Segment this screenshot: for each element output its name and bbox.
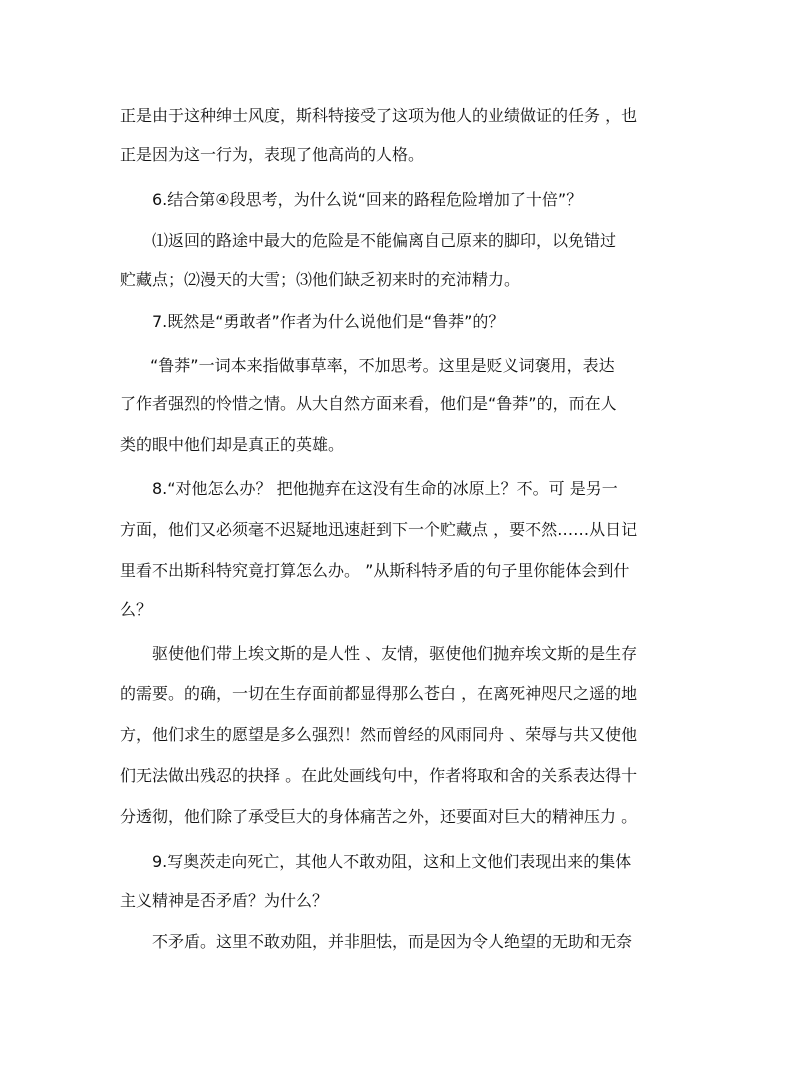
- answer-line: 们无法做出残忍的抉择 。在此处画线句中，作者将取和舍的关系表达得十: [120, 766, 638, 785]
- text-line: 正是由于这种绅士风度，斯科特接受了这项为他人的业绩做证的任务 ，也: [120, 106, 638, 125]
- question-line: 方面，他们又必须毫不迟疑地迅速赶到下一个贮藏点 ，要不然……从日记: [120, 520, 638, 539]
- answer-line: 不矛盾。这里不敢劝阻，并非胆怯，而是因为令人绝望的无助和无奈: [152, 932, 633, 951]
- answer-line: 类的眼中他们却是真正的英雄。: [120, 435, 345, 454]
- answer-line: 贮藏点；⑵漫天的大雪；⑶他们缺乏初来时的充沛精力。: [120, 270, 521, 289]
- question-line: 么？: [120, 600, 153, 619]
- answer-line: “鲁莽”一词本来指做事草率，不加思考。这里是贬义词褒用，表达: [150, 356, 615, 375]
- question-7: 7.既然是“勇敢者”作者为什么说他们是“鲁莽”的？: [152, 312, 505, 331]
- answer-line: 的需要。的确，一切在生存面前都显得那么苍白 ，在离死神咫尺之遥的地: [120, 684, 638, 703]
- answer-line: ⑴返回的路途中最大的危险是不能偏离自己原来的脚印，以免错过: [152, 231, 617, 250]
- answer-line: 分透彻，他们除了承受巨大的身体痛苦之外，还要面对巨大的精神压力 。: [120, 807, 638, 826]
- answer-line: 了作者强烈的怜惜之情。从大自然方面来看，他们是“鲁莽”的，而在人: [120, 394, 617, 413]
- question-line: 里看不出斯科特究竟打算怎么办。 ”从斯科特矛盾的句子里你能体会到什: [120, 561, 630, 580]
- question-9: 9.写奥茨走向死亡，其他人不敢劝阻，这和上文他们表现出来的集体: [152, 852, 632, 871]
- question-6: 6.结合第④段思考，为什么说“回来的路程危险增加了十倍”？: [152, 190, 583, 209]
- answer-line: 方，他们求生的愿望是多么强烈！然而曾经的风雨同舟 、荣辱与共又使他: [120, 725, 638, 744]
- answer-line: 驱使他们带上埃文斯的是人性 、友情，驱使他们抛弃埃文斯的是生存: [152, 644, 638, 663]
- question-8: 8.“对他怎么办？ 把他抛弃在这没有生命的冰原上？不。可 是另一: [152, 479, 618, 498]
- text-line: 正是因为这一行为，表现了他高尚的人格。: [120, 145, 425, 164]
- question-line: 主义精神是否矛盾？为什么？: [120, 891, 329, 910]
